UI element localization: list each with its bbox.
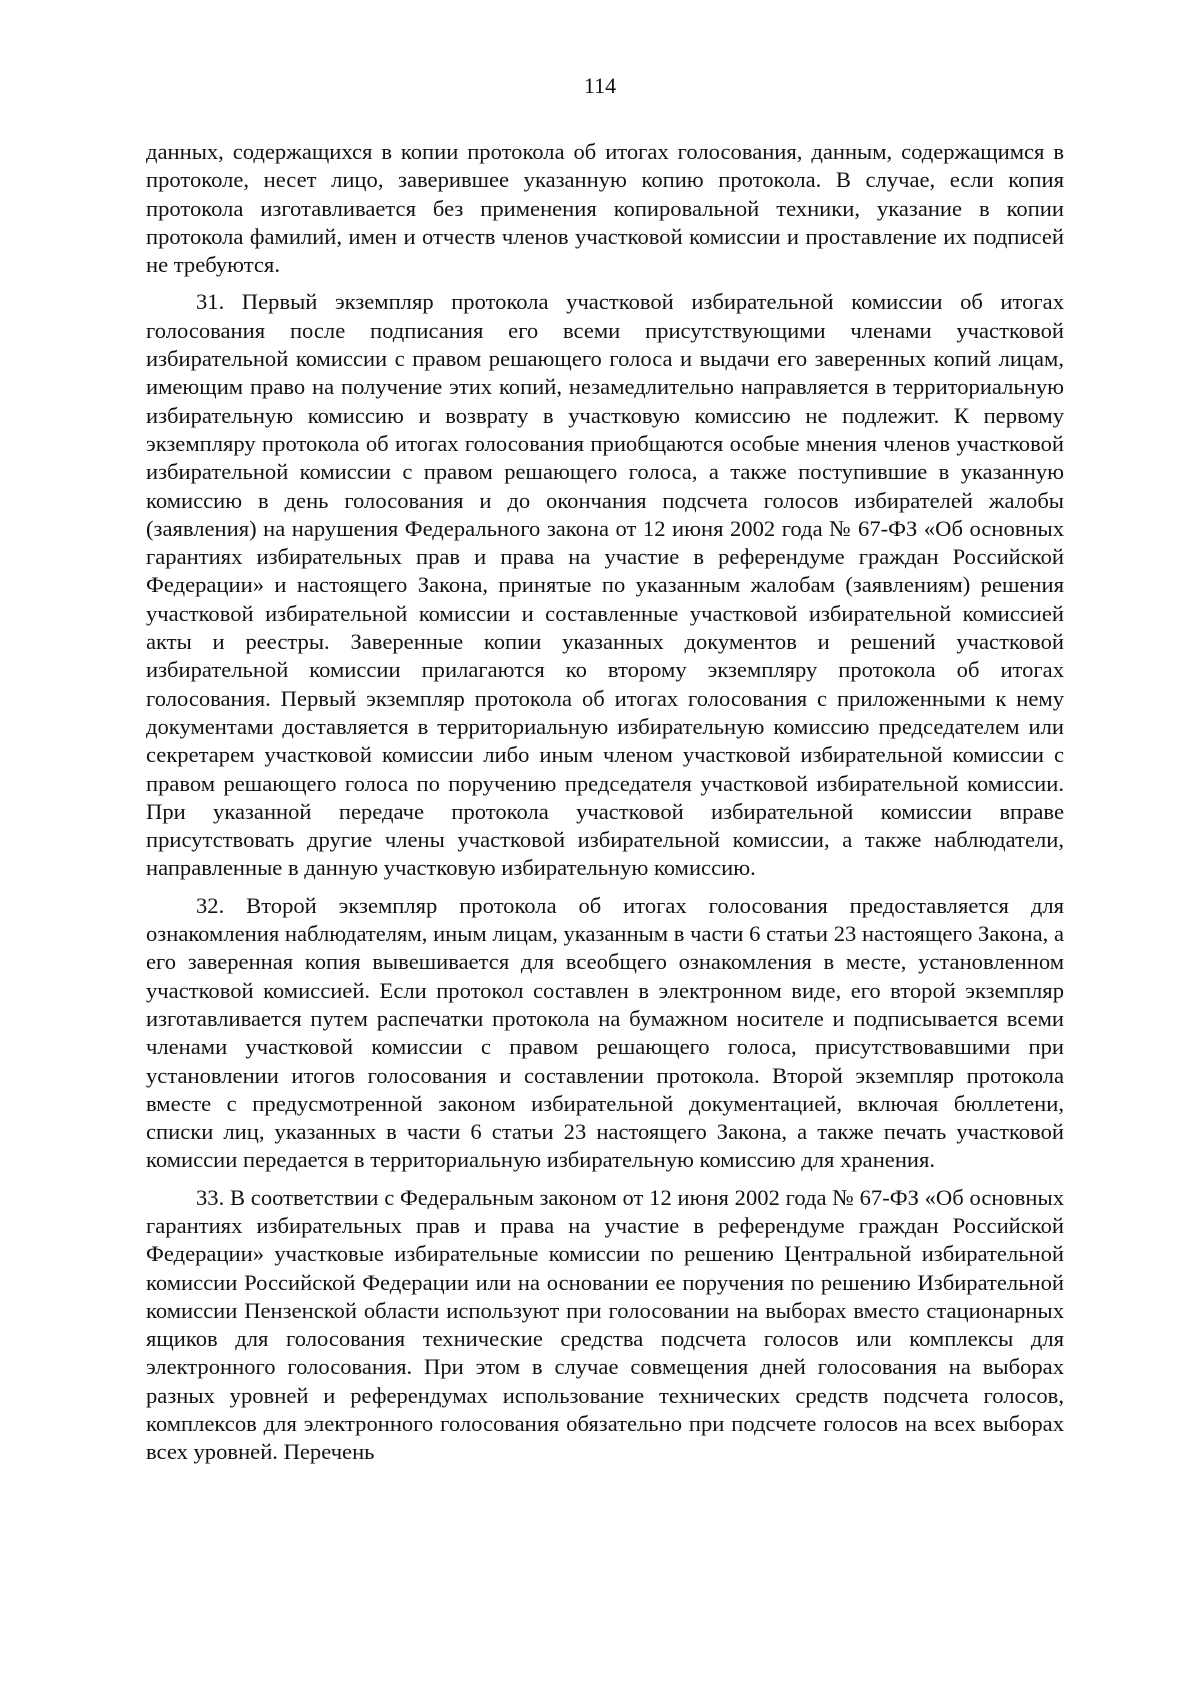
document-body <box>146 138 1064 1476</box>
paragraph-continuation: данных, содержащихся в копии протокола об итогах голосования, данным, содержащимся в протоколе, несет лицо, заверившее указанную копию протокола. В случае, если копия протокола изготавливается без применения копировальной техники, указание в копии протокола фамилий, имен и отчеств членов участковой комиссии и проставление их подписей не требуются. <box>146 139 1064 278</box>
paragraph-33: 33. В соответствии с Федеральным законом от 12 июня 2002 года № 67-ФЗ «Об основных гарантиях избирательных прав и права на участие в референдуме граждан Российской Федерации» участковые избирательные комиссии по решению Центральной избирательной комиссии Российской Федерации или на основании ее поручения по решению Избирательной комиссии Пензенской области используют при голосовании на выборах вместо стационарных ящиков для голосования технические средства подсчета голосов или комплексы для электронного голосования. При этом в случае совмещения дней голосования на выборах разных уровней и референдумах использование технических средств подсчета голосов, комплексов для электронного голосования обязательно при подсчете голосов на всех выборах всех уровней. Перечень <box>146 1184 1064 1465</box>
paragraph-32: 32. Второй экземпляр протокола об итогах голосования предоставляется для ознакомления наблюдателям, иным лицам, указанным в части 6 статьи 23 настоящего Закона, а его заверенная копия вывешивается для всеобщего ознакомления в месте, установленном участковой комиссией. Если протокол составлен в электронном виде, его второй экземпляр изготавливается путем распечатки протокола на бумажном носителе и подписывается всеми членами участковой комиссии с правом решающего голоса, присутствовавшими при установлении итогов голосования и составлении протокола. Второй экземпляр протокола вместе с предусмотренной законом избирательной документацией, включая бюллетени, списки лиц, указанных в части 6 статьи 23 настоящего Закона, а также печать участковой комиссии передается в территориальную избирательную комиссию для хранения. <box>146 892 1064 1173</box>
page-number: 114 <box>583 73 617 98</box>
paragraph-31: 31. Первый экземпляр протокола участковой избирательной комиссии об итогах голосования после подписания его всеми присутствующими членами участковой избирательной комиссии с правом решающего голоса и выдачи его заверенных копий лицам, имеющим право на получение этих копий, незамедлительно направляется в территориальную избирательную комиссию и возврату в участковую комиссию не подлежит. К первому экземпляру протокола об итогах голосования приобщаются особые мнения членов участковой избирательной комиссии с правом решающего голоса, а также поступившие в указанную комиссию в день голосования и до окончания подсчета голосов избирателей жалобы (заявления) на нарушения Федерального закона от 12 июня 2002 года № 67-ФЗ «Об основных гарантиях избирательных прав и права на участие в референдуме граждан Российской Федерации» и настоящего Закона, принятые по указанным жалобам (заявлениям) решения участковой избирательной комиссии и составленные участковой избирательной комиссией акты и реестры. Заверенные копии указанных документов и решений участковой избирательной комиссии прилагаются ко второму экземпляру протокола об итогах голосования. Первый экземпляр протокола об итогах голосования с приложенными к нему документами доставляется в территориальную избирательную комиссию председателем или секретарем участковой комиссии либо иным членом участковой избирательной комиссии с правом решающего голоса по поручению председателя участковой избирательной комиссии. При указанной передаче протокола участковой избирательной комиссии вправе присутствовать другие члены участковой избирательной комиссии, а также наблюдатели, направленные в данную участковую избирательную комиссию. <box>146 289 1064 881</box>
